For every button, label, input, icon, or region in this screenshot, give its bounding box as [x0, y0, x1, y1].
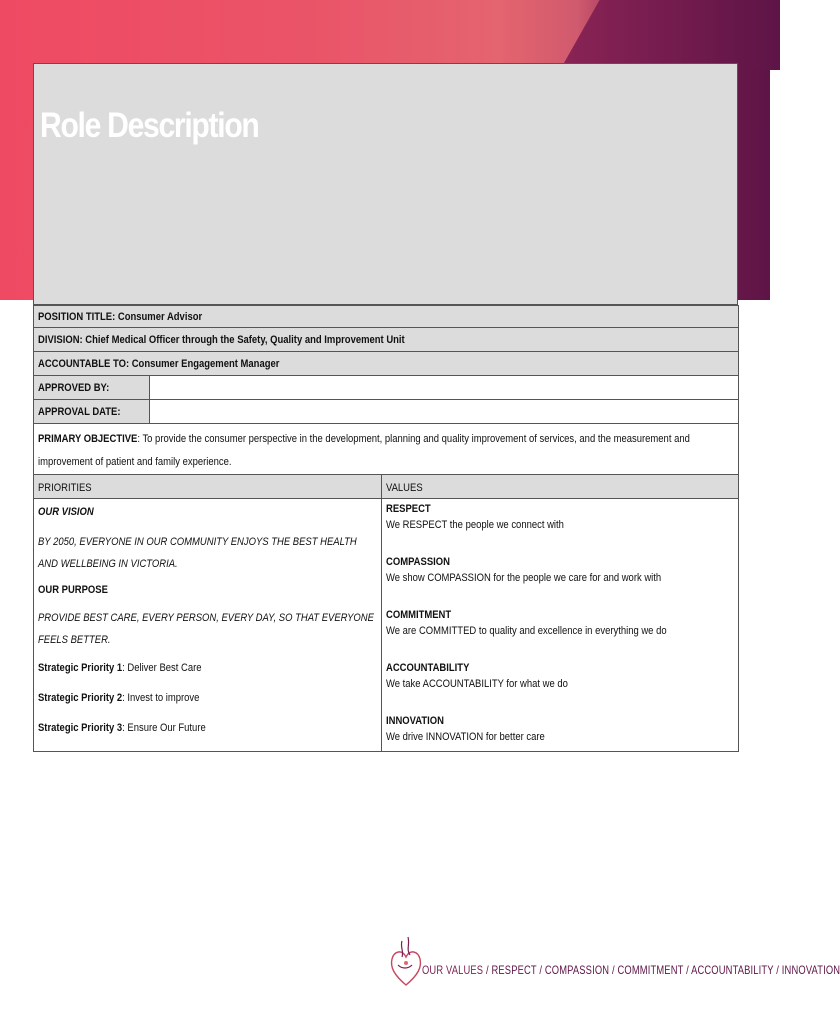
approval-date-label: APPROVAL DATE:	[38, 406, 121, 418]
footer	[388, 935, 840, 995]
footer-values-list: / RESPECT / COMPASSION / COMMITMENT / ACCOUNTABILITY / INNOVATION	[483, 963, 840, 977]
position-title-row	[34, 306, 739, 328]
division: DIVISION: Chief Medical Officer through the Safety, Quality and Improvement Unit	[38, 334, 405, 346]
value-compassion: COMPASSION We show COMPASSION for the people we care for and work with	[386, 556, 662, 584]
role-header-box	[33, 63, 738, 305]
purpose-text: PROVIDE BEST CARE, EVERY PERSON, EVERY DAY, SO THAT EVERYONE FEELS BETTER.	[38, 612, 374, 646]
primary-objective-row	[34, 424, 739, 475]
page-title: Role Description	[40, 106, 259, 145]
position-title: POSITION TITLE: Consumer Advisor	[38, 311, 203, 323]
approval-date-row	[34, 400, 739, 424]
purpose-heading: OUR PURPOSE	[38, 584, 108, 596]
approved-by-field[interactable]	[150, 376, 739, 400]
value-respect: RESPECT We RESPECT the people we connect with	[386, 503, 564, 531]
approved-by-label: APPROVED BY:	[38, 382, 110, 394]
footer-values-line	[422, 963, 840, 977]
priorities-cell	[34, 499, 382, 752]
values-header: VALUES	[386, 482, 423, 494]
priorities-header: PRIORITIES	[38, 482, 92, 494]
approved-by-row	[34, 376, 739, 400]
values-cell	[382, 499, 739, 752]
objective-text: : To provide the consumer perspective in the development, planning and quality improvement of services, and the measurement and improvement of patient and family experience.	[38, 433, 690, 468]
role-table	[33, 305, 739, 752]
value-innovation: INNOVATION We drive INNOVATION for better care	[386, 715, 545, 743]
accountable-to-row	[34, 352, 739, 376]
footer-our-values: OUR VALUES	[422, 963, 484, 977]
division-row	[34, 328, 739, 352]
value-commitment: COMMITMENT We are COMMITTED to quality and excellence in everything we do	[386, 609, 667, 637]
heart-logo-icon	[388, 935, 424, 993]
column-header-row	[34, 475, 739, 499]
vision-heading: OUR VISION	[38, 506, 94, 518]
objective-label: PRIMARY OBJECTIVE	[38, 433, 138, 445]
value-accountability: ACCOUNTABILITY We take ACCOUNTABILITY for what we do	[386, 662, 568, 690]
priorities-values-row	[34, 499, 739, 752]
strategic-priority-1: Strategic Priority 1: Deliver Best Care	[38, 662, 202, 674]
strategic-priority-3: Strategic Priority 3: Ensure Our Future	[38, 722, 206, 734]
accountable-to: ACCOUNTABLE TO: Consumer Engagement Manager	[38, 358, 280, 370]
approval-date-field[interactable]	[150, 400, 739, 424]
strategic-priority-2: Strategic Priority 2: Invest to improve	[38, 692, 200, 704]
vision-text: BY 2050, EVERYONE IN OUR COMMUNITY ENJOYS THE BEST HEALTH AND WELLBEING IN VICTORIA.	[38, 536, 357, 570]
